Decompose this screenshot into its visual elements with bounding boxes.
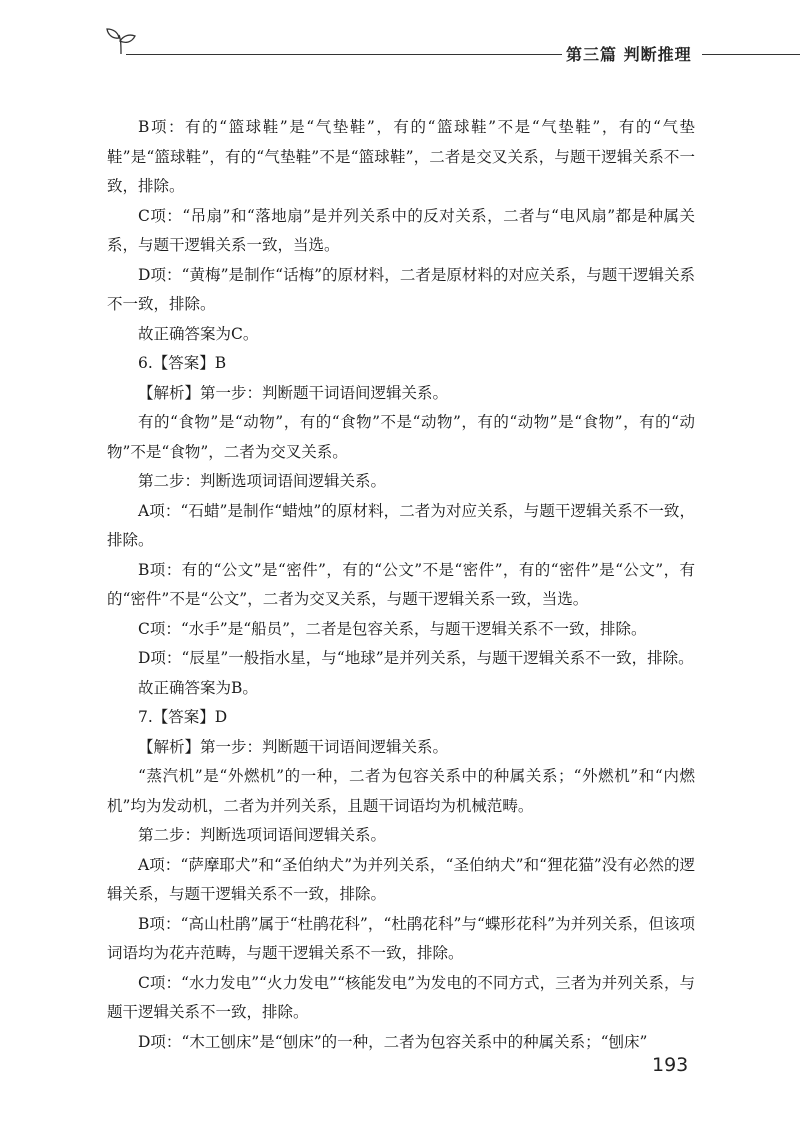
paragraph-option-d-plum: D项：“黄梅”是制作“话梅”的原材料，二者是原材料的对应关系，与题干逻辑关系不一致，排除。	[107, 265, 695, 313]
running-header	[100, 22, 800, 68]
sprout-icon	[104, 26, 138, 56]
paragraph-food-animal: 有的“食物”是“动物”，有的“食物”不是“动物”，有的“动物”是“食物”，有的“动物”不是“食物”，二者为交叉关系。	[107, 413, 695, 461]
paragraph-option-c-sailor: C项：“水手”是“船员”，二者是包容关系，与题干逻辑关系不一致，排除。	[138, 619, 647, 638]
paragraph-conclusion-5: 故正确答案为C。	[138, 324, 259, 343]
paragraph-option-c-fans: C项：“吊扇”和“落地扇”是并列关系中的反对关系，二者与“电风扇”都是种属关系，与题干逻辑关系一致，当选。	[107, 206, 695, 254]
header-rule-right	[702, 54, 800, 55]
answer-heading-7: 7.【答案】D	[138, 708, 228, 726]
paragraph-option-b-azalea: B项：“高山杜鹃”属于“杜鹃花科”，“杜鹃花科”与“蝶形花科”为并列关系，但该项词语均为花卉范畴，与题干逻辑关系不一致，排除。	[107, 914, 695, 962]
answer-heading-6: 6.【答案】B	[138, 354, 227, 372]
paragraph-conclusion-6: 故正确答案为B。	[138, 678, 258, 697]
paragraph-option-a-dogs: A项：“萨摩耶犬”和“圣伯纳犬”为并列关系，“圣伯纳犬”和“狸花猫”没有必然的逻辑关系，与题干逻辑关系不一致，排除。	[107, 855, 695, 903]
paragraph-steam-engine: “蒸汽机”是“外燃机”的一种，二者为包容关系中的种属关系；“外燃机”和“内燃机”均为发动机，二者为并列关系，且题干词语均为机械范畴。	[107, 767, 695, 815]
section-title: 第三篇 判断推理	[566, 45, 692, 64]
paragraph-option-c-power: C项：“水力发电”“火力发电”“核能发电”为发电的不同方式，三者为并列关系，与题干逻辑关系不一致，排除。	[107, 973, 695, 1021]
page-number: 193	[652, 1054, 689, 1076]
paragraph-option-b-documents: B项：有的“公文”是“密件”，有的“公文”不是“密件”，有的“密件”是“公文”，有的“密件”不是“公文”，二者为交叉关系，与题干逻辑关系一致，当选。	[107, 560, 695, 608]
analysis-step1-6: 【解析】第一步：判断题干词语间逻辑关系。	[138, 383, 449, 402]
paragraph-option-b-shoes: B项：有的“篮球鞋”是“气垫鞋”，有的“篮球鞋”不是“气垫鞋”，有的“气垫鞋”是“篮球鞋”，有的“气垫鞋”不是“篮球鞋”，二者是交叉关系，与题干逻辑关系不一致，排除。	[107, 118, 695, 195]
analysis-step2-7: 第二步：判断选项词语间逻辑关系。	[138, 826, 387, 844]
paragraph-option-d-planer: D项：“木工刨床”是“刨床”的一种，二者为包容关系中的种属关系；“刨床”	[138, 1032, 648, 1051]
analysis-step2-6: 第二步：判断选项词语间逻辑关系。	[138, 472, 387, 490]
header-rule-left	[126, 54, 562, 55]
analysis-step1-7: 【解析】第一步：判断题干词语间逻辑关系。	[138, 737, 449, 756]
page-body	[107, 113, 695, 1057]
paragraph-option-d-mercury: D项：“辰星”一般指水星，与“地球”是并列关系，与题干逻辑关系不一致，排除。	[138, 649, 694, 667]
paragraph-option-a-wax: A项：“石蜡”是制作“蜡烛”的原材料，二者为对应关系，与题干逻辑关系不一致，排除。	[107, 501, 695, 549]
